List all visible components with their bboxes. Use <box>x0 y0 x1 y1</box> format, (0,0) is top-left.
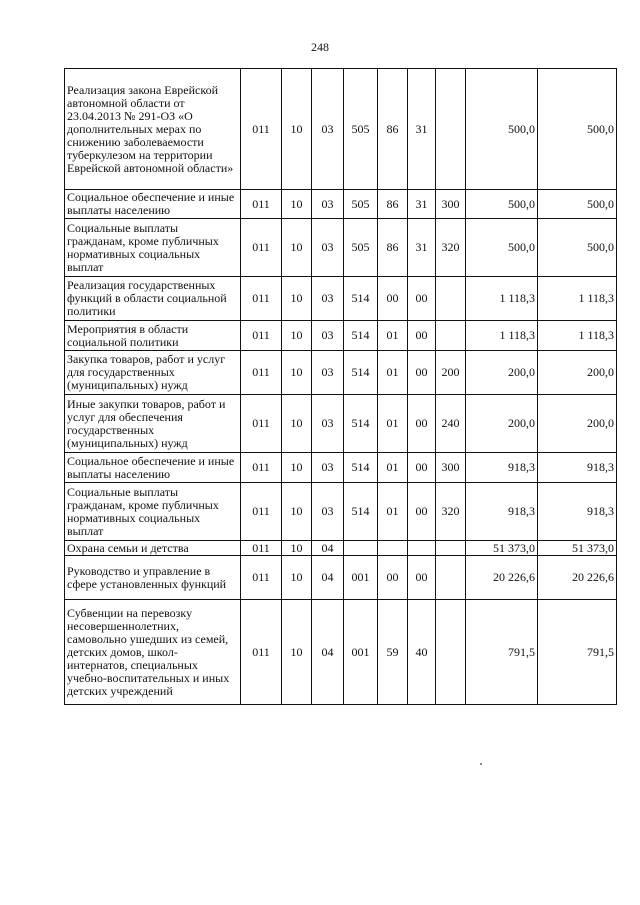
sum-1: 500,0 <box>466 69 538 190</box>
target-code-2: 01 <box>378 321 408 351</box>
section-code: 10 <box>282 277 312 321</box>
target-code-1: 514 <box>344 351 378 395</box>
expense-type-code: 200 <box>436 351 466 395</box>
table-row <box>65 219 617 277</box>
row-name: Реализация закона Еврейской автономной области от 23.04.2013 № 291-ОЗ «О дополнительных мерах по снижению заболеваемости туберкулезом на территории Еврейской автономной области» <box>65 69 241 190</box>
expense-type-code: 320 <box>436 483 466 541</box>
target-code-3: 00 <box>408 277 436 321</box>
ved-code: 011 <box>241 395 282 453</box>
target-code-2: 01 <box>378 483 408 541</box>
expense-type-code: 320 <box>436 219 466 277</box>
table-row <box>65 556 617 600</box>
budget-table <box>64 68 617 705</box>
target-code-2: 01 <box>378 395 408 453</box>
target-code-1: 514 <box>344 453 378 483</box>
ved-code: 011 <box>241 69 282 190</box>
target-code-3 <box>408 541 436 556</box>
section-code: 10 <box>282 556 312 600</box>
section-code: 10 <box>282 453 312 483</box>
row-name: Социальные выплаты гражданам, кроме публичных нормативных социальных выплат <box>65 483 241 541</box>
target-code-1: 514 <box>344 277 378 321</box>
subsection-code: 03 <box>312 453 344 483</box>
expense-type-code <box>436 69 466 190</box>
sum-2: 918,3 <box>538 453 617 483</box>
sum-2: 500,0 <box>538 219 617 277</box>
expense-type-code <box>436 600 466 705</box>
sum-2: 200,0 <box>538 395 617 453</box>
subsection-code: 03 <box>312 277 344 321</box>
subsection-code: 03 <box>312 219 344 277</box>
sum-2: 200,0 <box>538 351 617 395</box>
target-code-1: 514 <box>344 483 378 541</box>
ved-code: 011 <box>241 190 282 219</box>
target-code-1: 505 <box>344 190 378 219</box>
target-code-3: 40 <box>408 600 436 705</box>
target-code-3: 00 <box>408 483 436 541</box>
section-code: 10 <box>282 483 312 541</box>
target-code-1 <box>344 541 378 556</box>
sum-1: 51 373,0 <box>466 541 538 556</box>
sum-1: 500,0 <box>466 190 538 219</box>
target-code-1: 505 <box>344 69 378 190</box>
table-row <box>65 277 617 321</box>
section-code: 10 <box>282 321 312 351</box>
target-code-2: 01 <box>378 453 408 483</box>
section-code: 10 <box>282 351 312 395</box>
sum-1: 791,5 <box>466 600 538 705</box>
target-code-3: 00 <box>408 395 436 453</box>
target-code-2 <box>378 541 408 556</box>
expense-type-code: 300 <box>436 190 466 219</box>
expense-type-code <box>436 556 466 600</box>
subsection-code: 03 <box>312 69 344 190</box>
section-code: 10 <box>282 69 312 190</box>
section-code: 10 <box>282 190 312 219</box>
sum-1: 918,3 <box>466 483 538 541</box>
ved-code: 011 <box>241 483 282 541</box>
expense-type-code <box>436 321 466 351</box>
subsection-code: 03 <box>312 321 344 351</box>
row-name: Мероприятия в области социальной политики <box>65 321 241 351</box>
ved-code: 011 <box>241 321 282 351</box>
sum-1: 200,0 <box>466 351 538 395</box>
table-row <box>65 483 617 541</box>
sum-2: 1 118,3 <box>538 321 617 351</box>
table-row <box>65 395 617 453</box>
row-name: Социальные выплаты гражданам, кроме публичных нормативных социальных выплат <box>65 219 241 277</box>
sum-1: 918,3 <box>466 453 538 483</box>
target-code-2: 86 <box>378 219 408 277</box>
expense-type-code <box>436 277 466 321</box>
ved-code: 011 <box>241 277 282 321</box>
target-code-2: 00 <box>378 556 408 600</box>
table-row <box>65 321 617 351</box>
subsection-code: 03 <box>312 483 344 541</box>
row-name: Социальное обеспечение и иные выплаты населению <box>65 190 241 219</box>
sum-2: 51 373,0 <box>538 541 617 556</box>
table-row <box>65 600 617 705</box>
target-code-1: 001 <box>344 556 378 600</box>
table-row <box>65 190 617 219</box>
target-code-3: 00 <box>408 453 436 483</box>
sum-2: 500,0 <box>538 69 617 190</box>
target-code-3: 00 <box>408 351 436 395</box>
target-code-2: 01 <box>378 351 408 395</box>
ved-code: 011 <box>241 556 282 600</box>
sum-2: 1 118,3 <box>538 277 617 321</box>
sum-1: 200,0 <box>466 395 538 453</box>
target-code-3: 31 <box>408 69 436 190</box>
target-code-1: 514 <box>344 395 378 453</box>
section-code: 10 <box>282 600 312 705</box>
ved-code: 011 <box>241 219 282 277</box>
subsection-code: 04 <box>312 541 344 556</box>
row-name: Закупка товаров, работ и услуг для государственных (муниципальных) нужд <box>65 351 241 395</box>
subsection-code: 03 <box>312 190 344 219</box>
table-row <box>65 541 617 556</box>
ved-code: 011 <box>241 351 282 395</box>
sum-1: 1 118,3 <box>466 321 538 351</box>
target-code-3: 31 <box>408 190 436 219</box>
section-code: 10 <box>282 541 312 556</box>
target-code-3: 00 <box>408 321 436 351</box>
target-code-1: 001 <box>344 600 378 705</box>
section-code: 10 <box>282 219 312 277</box>
subsection-code: 03 <box>312 395 344 453</box>
target-code-2: 59 <box>378 600 408 705</box>
table-row <box>65 69 617 190</box>
sum-2: 500,0 <box>538 190 617 219</box>
scan-speck <box>480 763 482 765</box>
target-code-1: 514 <box>344 321 378 351</box>
row-name: Охрана семьи и детства <box>65 541 241 556</box>
table-row <box>65 351 617 395</box>
sum-2: 791,5 <box>538 600 617 705</box>
subsection-code: 04 <box>312 600 344 705</box>
ved-code: 011 <box>241 453 282 483</box>
row-name: Иные закупки товаров, работ и услуг для обеспечения государственных (муниципальных) нужд <box>65 395 241 453</box>
expense-type-code <box>436 541 466 556</box>
section-code: 10 <box>282 395 312 453</box>
subsection-code: 04 <box>312 556 344 600</box>
ved-code: 011 <box>241 600 282 705</box>
expense-type-code: 300 <box>436 453 466 483</box>
sum-1: 20 226,6 <box>466 556 538 600</box>
target-code-3: 31 <box>408 219 436 277</box>
row-name: Социальное обеспечение и иные выплаты населению <box>65 453 241 483</box>
row-name: Руководство и управление в сфере установленных функций <box>65 556 241 600</box>
row-name: Реализация государственных функций в области социальной политики <box>65 277 241 321</box>
expense-type-code: 240 <box>436 395 466 453</box>
target-code-3: 00 <box>408 556 436 600</box>
sum-1: 500,0 <box>466 219 538 277</box>
sum-2: 918,3 <box>538 483 617 541</box>
subsection-code: 03 <box>312 351 344 395</box>
target-code-1: 505 <box>344 219 378 277</box>
target-code-2: 00 <box>378 277 408 321</box>
target-code-2: 86 <box>378 69 408 190</box>
page-number: 248 <box>311 40 329 54</box>
sum-1: 1 118,3 <box>466 277 538 321</box>
row-name: Субвенции на перевозку несовершеннолетних, самовольно ушедших из семей, детских домов, школ-интернатов, специальных учебно-воспитательных и иных детских учреждений <box>65 600 241 705</box>
sum-2: 20 226,6 <box>538 556 617 600</box>
target-code-2: 86 <box>378 190 408 219</box>
table-row <box>65 453 617 483</box>
ved-code: 011 <box>241 541 282 556</box>
